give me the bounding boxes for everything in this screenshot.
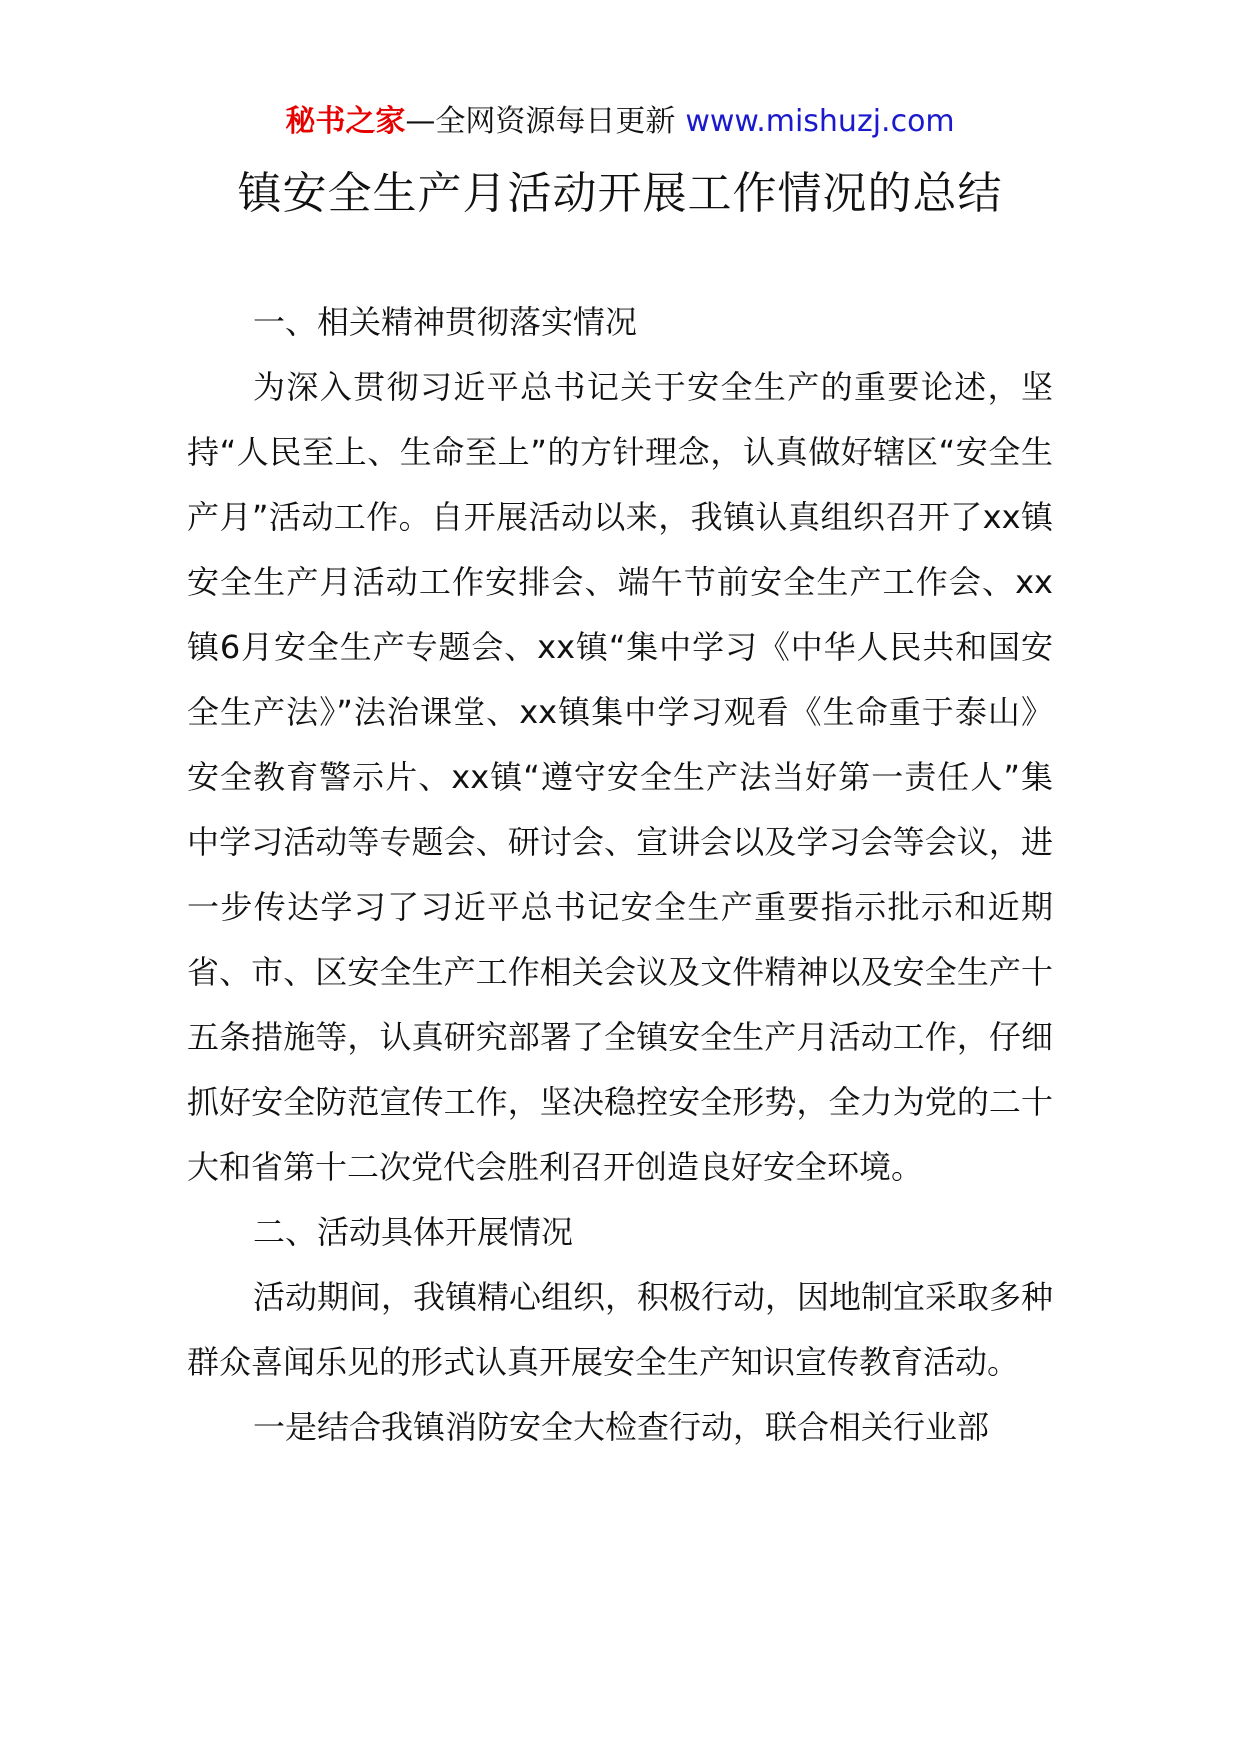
site-header bbox=[0, 100, 1240, 144]
section-heading-2: 二、活动具体开展情况 bbox=[253, 1213, 574, 1251]
site-url-link[interactable]: www.mishuzj.com bbox=[685, 104, 955, 139]
header-tagline: —全网资源每日更新 bbox=[405, 104, 676, 139]
document-title: 镇安全生产月活动开展工作情况的总结 bbox=[237, 168, 1003, 219]
brand-name: 秘书之家 bbox=[285, 104, 406, 139]
paragraph-2: 活动期间，我镇精心组织，积极行动，因地制宜采取多种群众喜闻乐见的形式认真开展安全生产知识宣传教育活动。 bbox=[187, 1278, 1054, 1381]
paragraph-3: 一是结合我镇消防安全大检查行动，联合相关行业部 bbox=[253, 1408, 990, 1446]
section-heading-1: 一、相关精神贯彻落实情况 bbox=[253, 303, 638, 341]
document-body bbox=[187, 290, 1053, 1460]
paragraph-1: 为深入贯彻习近平总书记关于安全生产的重要论述，坚持“人民至上、生命至上”的方针理念，认真做好辖区“安全生产月”活动工作。自开展活动以来，我镇认真组织召开了xx镇安全生产月活动工作安排会、端午节前安全生产工作会、xx镇6月安全生产专题会、xx镇“集中学习《中华人民共和国安全生产法》”法治课堂、xx镇集中学习观看《生命重于泰山》安全教育警示片、xx镇“遵守安全生产法当好第一责任人”集中学习活动等专题会、研讨会、宣讲会以及学习会等会议，进一步传达学习了习近平总书记安全生产重要指示批示和近期省、市、区安全生产工作相关会议及文件精神以及安全生产十五条措施等，认真研究部署了全镇安全生产月活动工作，仔细抓好安全防范宣传工作，坚决稳控安全形势，全力为党的二十大和省第十二次党代会胜利召开创造良好安全环境。 bbox=[187, 368, 1053, 1186]
